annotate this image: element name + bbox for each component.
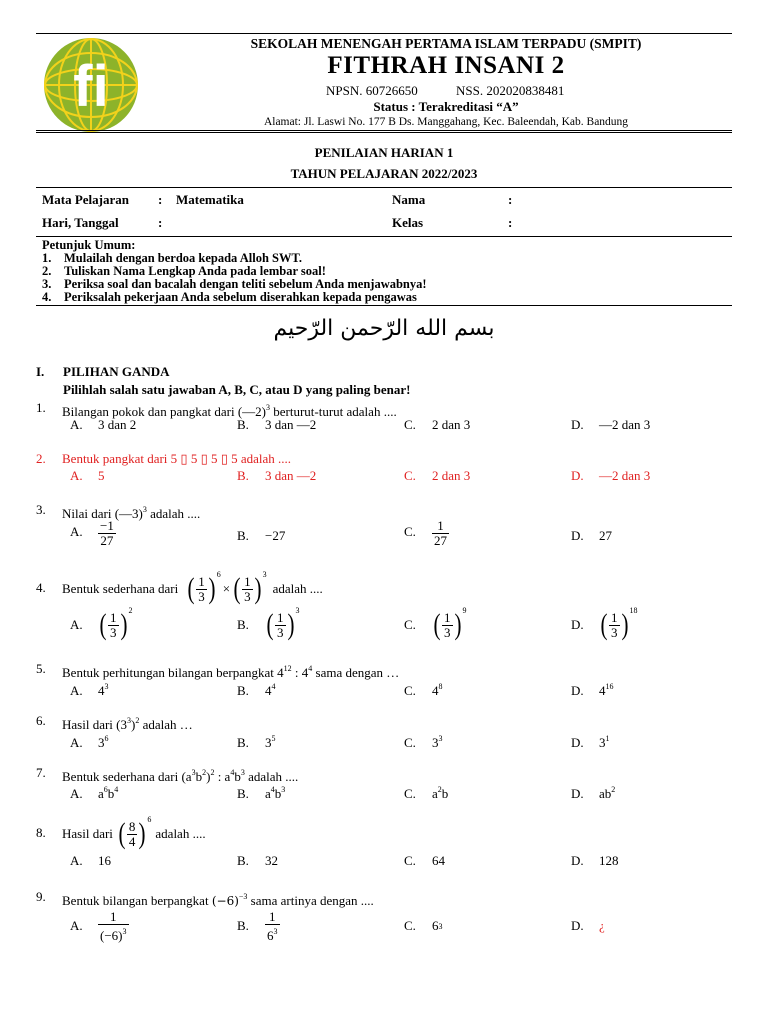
instruction-number: 3. bbox=[42, 277, 52, 291]
question-text-part: Hasil dari bbox=[62, 826, 113, 841]
question-text-part: Bilangan pokok dan pangkat dari (—2) bbox=[62, 404, 266, 419]
question-text-part: adalah .... bbox=[244, 769, 299, 784]
option-text: ¿ bbox=[599, 918, 605, 933]
option-letter: A. bbox=[70, 468, 83, 483]
question-number: 3. bbox=[36, 502, 46, 517]
option-a[interactable] bbox=[70, 416, 136, 434]
instructions-heading: Petunjuk Umum: bbox=[42, 238, 136, 252]
option-base: b bbox=[107, 786, 115, 801]
option-c[interactable] bbox=[404, 906, 443, 946]
option-base: ab bbox=[599, 786, 612, 801]
question-text-part: Bentuk bilangan berpangkat bbox=[62, 893, 209, 908]
exponent: 6 bbox=[103, 785, 108, 794]
option-text: 3 dan 2 bbox=[98, 417, 137, 432]
denominator bbox=[265, 925, 280, 943]
option-base: 4 bbox=[599, 683, 606, 698]
denominator: 27 bbox=[100, 533, 114, 548]
option-c[interactable] bbox=[404, 519, 449, 548]
denominator: 3 bbox=[110, 624, 117, 640]
option-letter: A. bbox=[70, 683, 83, 698]
question-text-part: adalah .... bbox=[155, 826, 206, 841]
option-letter: C. bbox=[404, 918, 416, 933]
exponent: 3 bbox=[122, 926, 127, 936]
school-nss: NSS. 202020838481 bbox=[456, 83, 565, 98]
info-bottom-border bbox=[36, 236, 732, 237]
option-b[interactable] bbox=[237, 678, 276, 700]
exponent: 4 bbox=[308, 664, 313, 673]
svg-text:fi: fi bbox=[73, 54, 109, 119]
option-text: −27 bbox=[265, 528, 286, 543]
question-text-part: ) bbox=[130, 717, 136, 732]
option-c[interactable] bbox=[404, 416, 470, 434]
denominator: 3 bbox=[198, 588, 205, 604]
question-text-part: Bentuk sederhana dari (a bbox=[62, 769, 192, 784]
question-number: 9. bbox=[36, 889, 46, 904]
option-d[interactable] bbox=[571, 678, 614, 700]
school-status: Status : Terakreditasi “A” bbox=[373, 99, 519, 114]
exponent: −3 bbox=[238, 892, 248, 901]
numerator: 8 bbox=[128, 818, 136, 834]
question-text-part: Bentuk perhitungan bilangan berpangkat 4 bbox=[62, 665, 284, 680]
exponent: 3 bbox=[142, 505, 147, 514]
question-text-part: adalah … bbox=[139, 717, 193, 732]
option-a[interactable] bbox=[70, 519, 116, 548]
exponent: 5 bbox=[271, 734, 276, 743]
option-base: a bbox=[98, 786, 104, 801]
option-letter: A. bbox=[70, 524, 83, 540]
exponent: 1 bbox=[605, 734, 610, 743]
option-text: 2 dan 3 bbox=[432, 417, 471, 432]
option-text: 64 bbox=[432, 853, 445, 868]
option-letter: A. bbox=[70, 918, 83, 933]
option-base: a bbox=[432, 786, 438, 801]
option-letter: B. bbox=[237, 528, 249, 543]
exponent: 2 bbox=[135, 716, 140, 725]
school-logo bbox=[42, 36, 140, 134]
option-base: 3 bbox=[265, 735, 272, 750]
exponent: 3 bbox=[281, 785, 286, 794]
option-letter: B. bbox=[237, 617, 249, 632]
question-text-part: adalah .... bbox=[146, 506, 201, 521]
option-c[interactable]: C. ( $\frac{1}{3}$ ) 9 bbox=[404, 606, 467, 641]
numerator: 1 bbox=[277, 609, 284, 625]
section-instruction: Pilihlah salah satu jawaban A, B, C, atau D yang paling benar! bbox=[63, 382, 411, 397]
question-stem bbox=[36, 450, 292, 468]
question-text-part: sama dengan … bbox=[312, 665, 400, 680]
option-letter: C. bbox=[404, 735, 416, 750]
option-b[interactable] bbox=[237, 852, 278, 870]
option-letter: D. bbox=[571, 617, 584, 632]
exam-title: PENILAIAN HARIAN 1 bbox=[314, 145, 454, 160]
option-a[interactable] bbox=[70, 852, 111, 870]
option-a[interactable] bbox=[70, 730, 109, 752]
option-b[interactable] bbox=[237, 730, 276, 752]
exponent: 3 bbox=[295, 606, 300, 615]
denominator: 3 bbox=[611, 624, 618, 640]
option-letter: B. bbox=[237, 417, 249, 432]
option-a[interactable] bbox=[70, 906, 129, 946]
times-sign: × bbox=[222, 581, 231, 596]
fraction bbox=[265, 910, 280, 943]
denominator bbox=[98, 925, 129, 943]
exponent: 3 bbox=[265, 403, 270, 412]
option-d[interactable] bbox=[571, 467, 650, 485]
instructions-bottom-border bbox=[36, 305, 732, 306]
option-letter: C. bbox=[404, 468, 416, 483]
exponent: 4 bbox=[114, 785, 119, 794]
option-letter: D. bbox=[571, 528, 584, 543]
date-colon: : bbox=[158, 215, 163, 230]
option-d[interactable] bbox=[571, 416, 650, 434]
option-a[interactable] bbox=[70, 781, 118, 803]
exponent: 2 bbox=[437, 785, 442, 794]
question-number: 2. bbox=[36, 451, 46, 466]
option-letter: C. bbox=[404, 853, 416, 868]
question-text-part: ) bbox=[206, 769, 211, 784]
question-number: 8. bbox=[36, 825, 46, 840]
option-letter: D. bbox=[571, 735, 584, 750]
question-number: 5. bbox=[36, 661, 46, 676]
option-d[interactable] bbox=[571, 906, 605, 946]
fraction-power: ( $\frac{1}{3}$ ) 6 bbox=[187, 570, 221, 605]
option-text: 32 bbox=[265, 853, 278, 868]
exponent: 3 bbox=[438, 734, 443, 743]
header-divider-1 bbox=[36, 130, 732, 131]
option-letter: D. bbox=[571, 853, 584, 868]
school-address: Alamat: Jl. Laswi No. 177 B Ds. Manggahang, Kec. Baleendah, Kab. Bandung bbox=[263, 116, 629, 128]
exam-year: TAHUN PELAJARAN 2022/2023 bbox=[290, 166, 478, 181]
question-stem bbox=[36, 764, 299, 784]
instruction-number: 2. bbox=[42, 264, 52, 278]
option-a[interactable] bbox=[70, 678, 109, 700]
subject-label: Mata Pelajaran bbox=[42, 192, 130, 207]
option-text: —2 dan 3 bbox=[599, 417, 651, 432]
header-divider-2 bbox=[36, 132, 732, 133]
option-a[interactable] bbox=[70, 467, 105, 485]
denominator-base: 6 bbox=[267, 927, 274, 943]
name-colon: : bbox=[508, 192, 513, 207]
school-title: FITHRAH INSANI 2 bbox=[327, 52, 565, 79]
instruction-number: 4. bbox=[42, 290, 52, 304]
exponent: 3 bbox=[438, 921, 443, 931]
numerator: 1 bbox=[98, 910, 129, 925]
exponent: 2 bbox=[128, 606, 133, 615]
question-text-part: b bbox=[195, 769, 203, 784]
question-text-part: Nilai dari (—3) bbox=[62, 506, 143, 521]
option-b[interactable] bbox=[237, 781, 285, 803]
question-number: 4. bbox=[36, 580, 46, 595]
option-b[interactable] bbox=[237, 416, 316, 434]
denominator: 3 bbox=[444, 624, 451, 640]
option-letter: D. bbox=[571, 918, 584, 933]
question-stem bbox=[36, 888, 374, 908]
question-stem bbox=[36, 501, 201, 521]
option-text: 2 dan 3 bbox=[432, 468, 471, 483]
section-numeral: I. bbox=[36, 364, 45, 379]
exponent: 2 bbox=[202, 768, 207, 777]
exponent: 8 bbox=[438, 682, 443, 691]
option-letter: C. bbox=[404, 524, 416, 540]
option-letter: A. bbox=[70, 617, 83, 632]
option-text: 16 bbox=[98, 853, 111, 868]
option-letter: C. bbox=[404, 786, 416, 801]
option-a[interactable]: A. ( $\frac{1}{3}$ ) 2 bbox=[70, 606, 133, 641]
exponent: 18 bbox=[629, 606, 638, 615]
instruction-text: Periksa soal dan bacalah dengan teliti sebelum Anda menjawabnya! bbox=[64, 277, 427, 291]
fraction bbox=[98, 519, 116, 548]
option-base: b bbox=[274, 786, 282, 801]
option-letter: A. bbox=[70, 853, 83, 868]
option-b[interactable] bbox=[237, 906, 280, 946]
question-stem bbox=[36, 399, 397, 419]
name-label: Nama bbox=[392, 192, 426, 207]
question-stem bbox=[62, 812, 206, 856]
option-base: a bbox=[265, 786, 271, 801]
option-c[interactable] bbox=[404, 678, 443, 700]
option-base: 3 bbox=[98, 735, 105, 750]
option-letter: B. bbox=[237, 853, 249, 868]
question-number: 6. bbox=[36, 713, 46, 728]
option-letter: D. bbox=[571, 683, 584, 698]
exponent: 4 bbox=[271, 682, 276, 691]
info-top-border bbox=[36, 187, 732, 188]
fraction bbox=[98, 910, 129, 943]
option-b[interactable]: B. ( $\frac{1}{3}$ ) 3 bbox=[237, 606, 300, 641]
question-number: 1. bbox=[36, 400, 46, 415]
question-text-part: Hasil dari (3 bbox=[62, 717, 127, 732]
option-letter: C. bbox=[404, 683, 416, 698]
option-letter: B. bbox=[237, 683, 249, 698]
denominator: 27 bbox=[434, 533, 447, 548]
option-text: 5 bbox=[98, 468, 105, 483]
power-base: (−6) bbox=[211, 894, 239, 908]
exponent: 3 bbox=[126, 716, 131, 725]
denominator: 3 bbox=[244, 588, 251, 604]
option-base: 3 bbox=[599, 735, 606, 750]
class-colon: : bbox=[508, 215, 513, 230]
numerator: 1 bbox=[244, 573, 251, 589]
date-label: Hari, Tanggal bbox=[42, 215, 119, 230]
fraction bbox=[432, 519, 449, 548]
exponent: 3 bbox=[191, 768, 196, 777]
numerator: 1 bbox=[198, 573, 205, 589]
exponent: 6 bbox=[216, 570, 221, 579]
option-d[interactable]: D. ( $\frac{1}{3}$ ) 18 bbox=[571, 606, 638, 641]
question-text: Bentuk pangkat dari 5 ▯ 5 ▯ 5 ▯ 5 adalah .... bbox=[62, 451, 292, 466]
option-base: 4 bbox=[432, 683, 439, 698]
question-text-part: berturut-turut adalah .... bbox=[269, 404, 397, 419]
class-label: Kelas bbox=[392, 215, 424, 230]
numerator: −1 bbox=[100, 518, 114, 533]
exponent: 16 bbox=[605, 682, 614, 691]
denominator: 3 bbox=[277, 624, 284, 640]
option-letter: B. bbox=[237, 786, 249, 801]
instruction-text: Periksalah pekerjaan Anda sebelum diserahkan kepada pengawas bbox=[64, 290, 417, 304]
option-d[interactable] bbox=[571, 527, 612, 545]
fraction-power: ( $\frac{8}{4}$ ) 6 bbox=[118, 815, 152, 850]
option-text: 27 bbox=[599, 528, 612, 543]
exponent: 3 bbox=[273, 926, 278, 936]
question-number: 7. bbox=[36, 765, 46, 780]
exponent: 2 bbox=[210, 768, 215, 777]
option-c[interactable] bbox=[404, 730, 443, 752]
exponent: 3 bbox=[240, 768, 245, 777]
option-letter: B. bbox=[237, 468, 249, 483]
exponent: 6 bbox=[104, 734, 109, 743]
subject-value: Matematika bbox=[176, 192, 244, 207]
option-text: 128 bbox=[599, 853, 619, 868]
exponent: 4 bbox=[270, 785, 275, 794]
numerator: 1 bbox=[432, 519, 449, 534]
option-letter: B. bbox=[237, 918, 249, 933]
option-d[interactable] bbox=[571, 781, 615, 803]
option-c[interactable] bbox=[404, 781, 448, 803]
question-text-part: : a bbox=[214, 769, 231, 784]
option-text: —2 dan 3 bbox=[599, 468, 651, 483]
question-text-part: Bentuk sederhana dari bbox=[62, 581, 179, 596]
question-text-part: sama artinya dengan .... bbox=[247, 893, 374, 908]
instruction-number: 1. bbox=[42, 251, 52, 265]
instruction-text: Mulailah dengan berdoa kepada Alloh SWT. bbox=[64, 251, 303, 265]
question-text-part: : 4 bbox=[291, 665, 309, 680]
option-letter: C. bbox=[404, 617, 416, 632]
exponent: 6 bbox=[147, 815, 152, 824]
option-text: 3 dan —2 bbox=[265, 417, 317, 432]
denominator: 4 bbox=[128, 833, 136, 849]
subject-colon: : bbox=[158, 192, 163, 207]
option-letter: A. bbox=[70, 735, 83, 750]
exponent: 4 bbox=[230, 768, 235, 777]
option-b[interactable] bbox=[237, 527, 285, 545]
exponent: 3 bbox=[262, 570, 267, 579]
school-name-line: SEKOLAH MENENGAH PERTAMA ISLAM TERPADU (SMPIT) bbox=[250, 36, 642, 51]
section-title: PILIHAN GANDA bbox=[63, 364, 170, 379]
fraction-power: ( $\frac{1}{3}$ ) 3 bbox=[233, 570, 267, 605]
option-letter: C. bbox=[404, 417, 416, 432]
option-base: 6 bbox=[432, 918, 439, 933]
exponent: 3 bbox=[104, 682, 109, 691]
option-base: 4 bbox=[98, 683, 105, 698]
option-b[interactable] bbox=[237, 467, 316, 485]
numerator: 1 bbox=[265, 910, 280, 925]
exponent: 2 bbox=[611, 785, 616, 794]
exponent: 12 bbox=[283, 664, 292, 673]
option-c[interactable] bbox=[404, 852, 445, 870]
header-top-border bbox=[36, 33, 732, 34]
option-letter: D. bbox=[571, 786, 584, 801]
option-d[interactable] bbox=[571, 730, 610, 752]
option-d[interactable] bbox=[571, 852, 619, 870]
option-letter: B. bbox=[237, 735, 249, 750]
option-base: b bbox=[441, 786, 449, 801]
question-stem bbox=[36, 712, 193, 732]
option-letter: D. bbox=[571, 417, 584, 432]
option-base: 3 bbox=[432, 735, 439, 750]
option-c[interactable] bbox=[404, 467, 470, 485]
option-text: 3 dan —2 bbox=[265, 468, 317, 483]
denominator-base: (−6) bbox=[100, 927, 123, 943]
school-npsn: NPSN. 60726650 bbox=[326, 83, 418, 98]
numerator: 1 bbox=[444, 609, 451, 625]
numerator: 1 bbox=[110, 609, 117, 625]
option-letter: A. bbox=[70, 786, 83, 801]
question-text bbox=[62, 660, 399, 682]
basmalah: بسم الله الرّحمن الرّحيم bbox=[273, 316, 495, 341]
option-base: 4 bbox=[265, 683, 272, 698]
option-letter: A. bbox=[70, 417, 83, 432]
question-stem bbox=[36, 660, 400, 680]
instruction-text: Tuliskan Nama Lengkap Anda pada lembar soal! bbox=[64, 264, 326, 278]
question-text-part: b bbox=[234, 769, 241, 784]
option-letter: D. bbox=[571, 468, 584, 483]
question-text-part: adalah .... bbox=[272, 581, 323, 596]
numerator: 1 bbox=[611, 609, 618, 625]
exponent: 9 bbox=[462, 606, 467, 615]
